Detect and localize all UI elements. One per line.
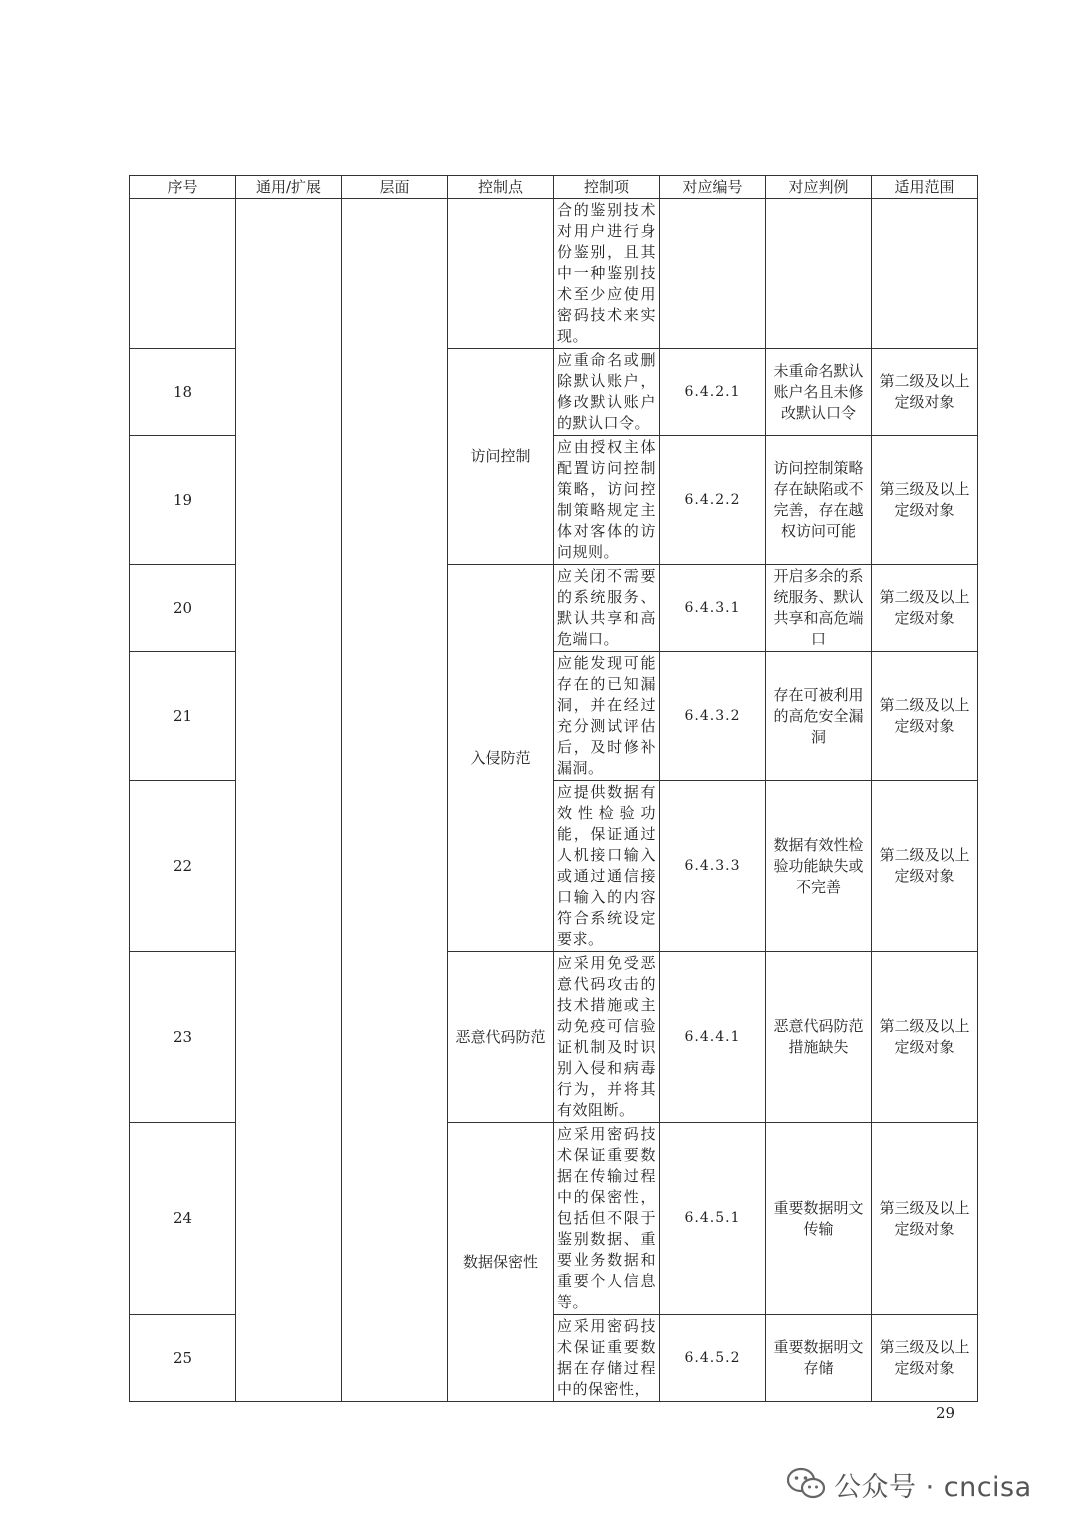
header-layer: 层面 xyxy=(342,176,448,199)
control-point-cell: 恶意代码防范 xyxy=(448,952,554,1123)
header-general-extension: 通用/扩展 xyxy=(236,176,342,199)
code-cell: 6.4.3.3 xyxy=(660,781,766,952)
scope-cell: 第三级及以上定级对象 xyxy=(872,1123,978,1315)
judgement-cell: 数据有效性检验功能缺失或不完善 xyxy=(766,781,872,952)
code-cell: 6.4.5.2 xyxy=(660,1315,766,1402)
watermark-text: 公众号 · cncisa xyxy=(834,1471,1032,1503)
layer-cell xyxy=(342,199,448,1402)
table-header-row xyxy=(130,176,978,199)
judgement-cell: 重要数据明文传输 xyxy=(766,1123,872,1315)
general-extension-cell xyxy=(236,199,342,1402)
seq-cell: 25 xyxy=(130,1315,236,1402)
seq-cell: 20 xyxy=(130,565,236,652)
header-control-item: 控制项 xyxy=(554,176,660,199)
seq-cell: 23 xyxy=(130,952,236,1123)
scope-cell: 第二级及以上定级对象 xyxy=(872,565,978,652)
header-code: 对应编号 xyxy=(660,176,766,199)
seq-cell: 22 xyxy=(130,781,236,952)
control-item-cell: 应采用免受恶意代码攻击的技术措施或主动免疫可信验证机制及时识别入侵和病毒行为，并将其有效阻断。 xyxy=(554,952,660,1123)
scope-cell-empty xyxy=(872,199,978,349)
seq-cell: 21 xyxy=(130,652,236,781)
header-control-point: 控制点 xyxy=(448,176,554,199)
control-point-cell-empty xyxy=(448,199,554,349)
control-item-cell: 应由授权主体配置访问控制策略，访问控制策略规定主体对客体的访问规则。 xyxy=(554,436,660,565)
code-cell-empty xyxy=(660,199,766,349)
control-item-cell: 应关闭不需要的系统服务、默认共享和高危端口。 xyxy=(554,565,660,652)
code-cell: 6.4.5.1 xyxy=(660,1123,766,1315)
seq-cell: 18 xyxy=(130,349,236,436)
code-cell: 6.4.2.1 xyxy=(660,349,766,436)
control-item-cell: 应采用密码技术保证重要数据在传输过程中的保密性，包括但不限于鉴别数据、重要业务数据和重要个人信息等。 xyxy=(554,1123,660,1315)
code-cell: 6.4.2.2 xyxy=(660,436,766,565)
control-item-cell: 应提供数据有效性检验功能，保证通过人机接口输入或通过通信接口输入的内容符合系统设定要求。 xyxy=(554,781,660,952)
wechat-icon xyxy=(786,1467,826,1501)
control-item-cell: 应重命名或删除默认账户，修改默认账户的默认口令。 xyxy=(554,349,660,436)
judgement-cell: 访问控制策略存在缺陷或不完善，存在越权访问可能 xyxy=(766,436,872,565)
scope-cell: 第三级及以上定级对象 xyxy=(872,1315,978,1402)
judgement-cell: 存在可被利用的高危安全漏洞 xyxy=(766,652,872,781)
header-scope: 适用范围 xyxy=(872,176,978,199)
page-number: 29 xyxy=(936,1404,956,1422)
control-item-cell: 合的鉴别技术对用户进行身份鉴别，且其中一种鉴别技术至少应使用密码技术来实现。 xyxy=(554,199,660,349)
judgement-cell: 开启多余的系统服务、默认共享和高危端口 xyxy=(766,565,872,652)
table-row-continued xyxy=(130,199,978,349)
control-point-cell: 入侵防范 xyxy=(448,565,554,952)
judgement-cell: 恶意代码防范措施缺失 xyxy=(766,952,872,1123)
control-item-cell: 应采用密码技术保证重要数据在存储过程中的保密性， xyxy=(554,1315,660,1402)
judgement-cell: 重要数据明文存储 xyxy=(766,1315,872,1402)
header-seq: 序号 xyxy=(130,176,236,199)
judgement-cell-empty xyxy=(766,199,872,349)
control-point-cell: 数据保密性 xyxy=(448,1123,554,1402)
header-judgement: 对应判例 xyxy=(766,176,872,199)
control-point-cell: 访问控制 xyxy=(448,349,554,565)
code-cell: 6.4.4.1 xyxy=(660,952,766,1123)
judgement-cell: 未重命名默认账户名且未修改默认口令 xyxy=(766,349,872,436)
standard-table xyxy=(129,175,978,1402)
control-item-cell: 应能发现可能存在的已知漏洞，并在经过充分测试评估后，及时修补漏洞。 xyxy=(554,652,660,781)
scope-cell: 第二级及以上定级对象 xyxy=(872,952,978,1123)
seq-cell: 24 xyxy=(130,1123,236,1315)
code-cell: 6.4.3.1 xyxy=(660,565,766,652)
scope-cell: 第二级及以上定级对象 xyxy=(872,781,978,952)
scope-cell: 第三级及以上定级对象 xyxy=(872,436,978,565)
scope-cell: 第二级及以上定级对象 xyxy=(872,652,978,781)
code-cell: 6.4.3.2 xyxy=(660,652,766,781)
seq-cell: 19 xyxy=(130,436,236,565)
scope-cell: 第二级及以上定级对象 xyxy=(872,349,978,436)
watermark xyxy=(786,1464,1032,1504)
seq-cell-empty xyxy=(130,199,236,349)
